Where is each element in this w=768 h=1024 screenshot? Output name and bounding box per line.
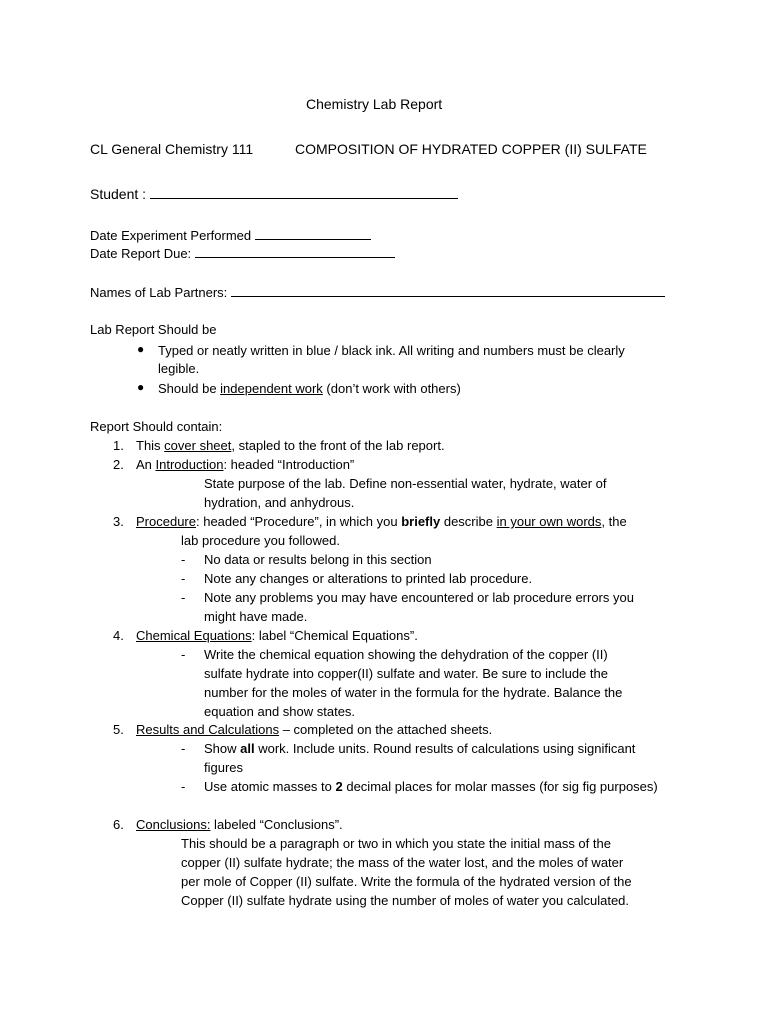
item6-detail-line1: This should be a paragraph or two in which you state the initial mass of the bbox=[181, 836, 611, 851]
item-number: 2. bbox=[113, 457, 124, 472]
item-number: 4. bbox=[113, 628, 124, 643]
lab-partners-label: Names of Lab Partners: bbox=[90, 285, 228, 300]
lab-partners-blank-line bbox=[231, 284, 665, 297]
item6-line: Conclusions: labeled “Conclusions”. bbox=[136, 817, 343, 832]
date-performed-field bbox=[90, 227, 371, 245]
date-performed-blank-line bbox=[255, 227, 371, 240]
item5-detail2: Use atomic masses to 2 decimal places for molar masses (for sig fig purposes) bbox=[204, 779, 658, 794]
dash: - bbox=[181, 590, 186, 605]
student-blank-line bbox=[150, 186, 458, 199]
item3-detail3a: Note any problems you may have encountered or lab procedure errors you bbox=[204, 590, 634, 605]
item5-line: Results and Calculations – completed on the attached sheets. bbox=[136, 722, 493, 737]
should-be-heading: Lab Report Should be bbox=[90, 322, 217, 337]
item2-detail-line2: hydration, and anhydrous. bbox=[204, 495, 355, 510]
bullet-dot: ● bbox=[137, 342, 145, 356]
item4-detail-line2: sulfate hydrate into copper(II) sulfate and water. Be sure to include the bbox=[204, 666, 608, 681]
item-number: 5. bbox=[113, 722, 124, 737]
dash: - bbox=[181, 552, 186, 567]
item2-line: An Introduction: headed “Introduction” bbox=[136, 457, 355, 472]
item-number: 6. bbox=[113, 817, 124, 832]
experiment-title: COMPOSITION OF HYDRATED COPPER (II) SULFATE bbox=[295, 141, 647, 157]
item4-detail-line4: equation and show states. bbox=[204, 704, 356, 719]
item-number: 1. bbox=[113, 438, 124, 453]
bullet1-line1: Typed or neatly written in blue / black ink. All writing and numbers must be clearly bbox=[158, 343, 625, 358]
item4-line: Chemical Equations: label “Chemical Equations”. bbox=[136, 628, 418, 643]
dash: - bbox=[181, 779, 186, 794]
dash: - bbox=[181, 741, 186, 756]
date-due-blank-line bbox=[195, 245, 395, 258]
lab-partners-field bbox=[90, 284, 665, 302]
item3-detail3b: might have made. bbox=[204, 609, 308, 624]
item2-detail-line1: State purpose of the lab. Define non-essential water, hydrate, water of bbox=[204, 476, 607, 491]
bullet1-line2: legible. bbox=[158, 361, 200, 376]
bullet2-line: Should be independent work (don’t work with others) bbox=[158, 381, 461, 396]
item3-continuation: lab procedure you followed. bbox=[181, 533, 340, 548]
date-due-label: Date Report Due: bbox=[90, 246, 192, 261]
item6-detail-line2: copper (II) sulfate hydrate; the mass of the water lost, and the moles of water bbox=[181, 855, 624, 870]
dash: - bbox=[181, 647, 186, 662]
page-title: Chemistry Lab Report bbox=[306, 96, 443, 112]
course-code: CL General Chemistry 111 bbox=[90, 141, 254, 157]
item5-detail1a: Show all work. Include units. Round results of calculations using significant bbox=[204, 741, 636, 756]
item3-detail2: Note any changes or alterations to printed lab procedure. bbox=[204, 571, 533, 586]
item3-detail1: No data or results belong in this section bbox=[204, 552, 432, 567]
item6-detail-line3: per mole of Copper (II) sulfate. Write the formula of the hydrated version of the bbox=[181, 874, 632, 889]
item5-detail1b: figures bbox=[204, 760, 244, 775]
item4-detail-line3: number for the moles of water in the formula for the hydrate. Balance the bbox=[204, 685, 623, 700]
independent-work-text: independent work bbox=[220, 381, 323, 396]
item1-line: This cover sheet, stapled to the front of the lab report. bbox=[136, 438, 445, 453]
item3-line: Procedure: headed “Procedure”, in which you briefly describe in your own words, the bbox=[136, 514, 627, 529]
bullet-dot: ● bbox=[137, 380, 145, 394]
item-number: 3. bbox=[113, 514, 124, 529]
contain-heading: Report Should contain: bbox=[90, 419, 223, 434]
student-label: Student : bbox=[90, 186, 147, 202]
dash: - bbox=[181, 571, 186, 586]
date-performed-label: Date Experiment Performed bbox=[90, 228, 252, 243]
date-due-field bbox=[90, 245, 395, 263]
student-field bbox=[90, 185, 458, 203]
item4-detail-line1: Write the chemical equation showing the dehydration of the copper (II) bbox=[204, 647, 608, 662]
item6-detail-line4: Copper (II) sulfate hydrate using the number of moles of water you calculated. bbox=[181, 893, 630, 908]
